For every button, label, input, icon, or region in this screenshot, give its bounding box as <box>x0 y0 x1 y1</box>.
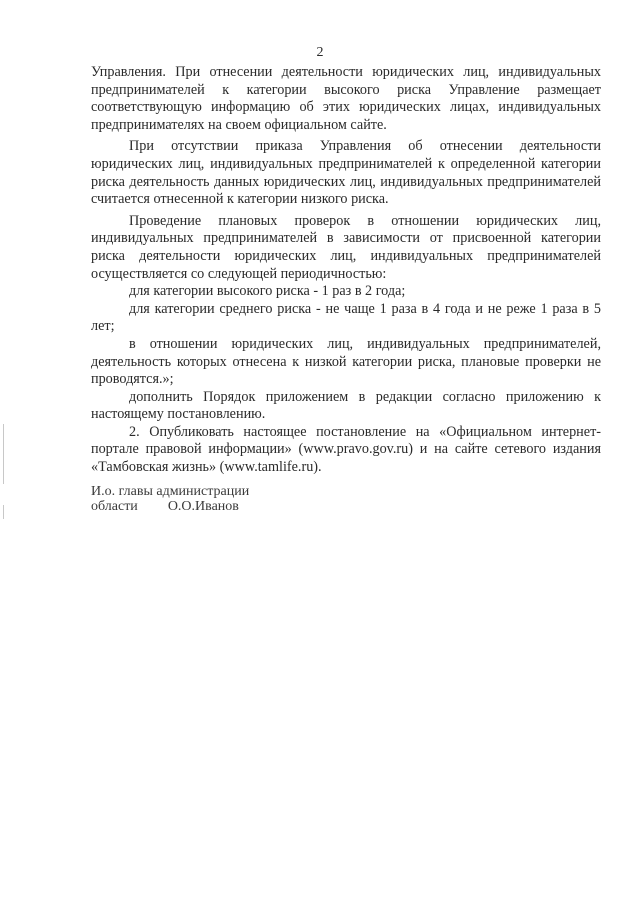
list-item-low-risk: в отношении юридических лиц, индивидуальных предпринимателей, деятельность которых отнесена к низкой категории риска, плановые проверки не проводятся.»; <box>91 335 601 388</box>
list-item-high-risk: для категории высокого риска - 1 раз в 2 года; <box>129 283 406 300</box>
signatory-name: О.О.Иванов <box>167 499 239 514</box>
paragraph-appendix: дополнить Порядок приложением в редакции согласно приложению к настоящему постановлению. <box>91 388 601 423</box>
scan-margin-mark <box>3 424 4 484</box>
signatory-title-line1: И.о. главы администрации <box>91 484 250 499</box>
page-number: 2 <box>316 45 324 60</box>
signatory-title-line2: области <box>91 499 138 514</box>
list-item-medium-risk: для категории среднего риска - не чаще 1 раза в 4 года и не реже 1 раза в 5 лет; <box>91 300 601 335</box>
scan-margin-mark <box>3 505 4 519</box>
signature-block <box>91 484 249 514</box>
paragraph-publication: 2. Опубликовать настоящее постановление на «Официальном интернет-портале правовой информации» (www.pravo.gov.ru) и на сайте сетевого издания «Тамбовская жизнь» (www.tamlife.ru). <box>91 423 601 476</box>
document-body <box>91 64 601 477</box>
paragraph-inspection-periodicity: Проведение плановых проверок в отношении юридических лиц, индивидуальных предпринимателей в зависимости от присвоенной категории риска деятельности юридических лиц, индивидуальных предпринимателей осуществляется со следующей периодичностью: <box>91 212 601 282</box>
paragraph-continuation: Управления. При отнесении деятельности юридических лиц, индивидуальных предпринимателей к категории высокого риска Управление размещает соответствующую информацию об этих юридических лицах, индивидуальных предпринимателях на своем официальном сайте. <box>91 64 601 133</box>
paragraph-default-category: При отсутствии приказа Управления об отнесении деятельности юридических лиц, индивидуальных предпринимателей к определенной категории риска деятельность данных юридических лиц, индивидуальных предпринимателей считается отнесенной к категории низкого риска. <box>91 138 601 208</box>
